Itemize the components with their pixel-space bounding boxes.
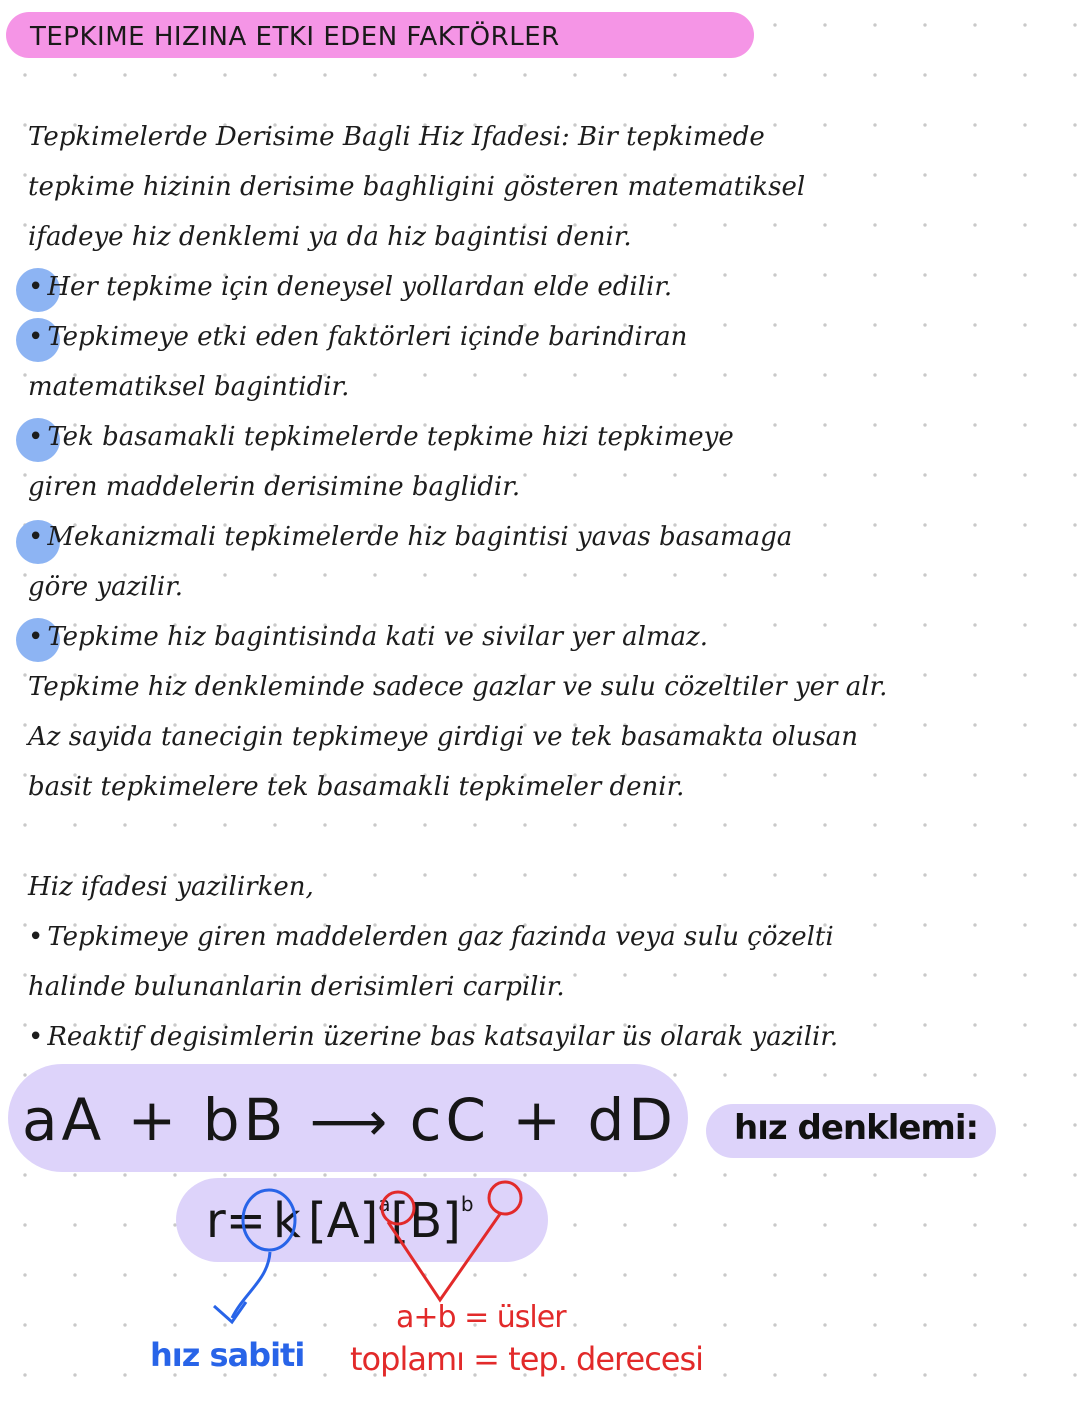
red-v-lines (388, 1214, 500, 1300)
bullet-symbol: • (28, 422, 44, 452)
exponent-b: b (460, 1192, 474, 1216)
blue-arrow-icon (232, 1252, 270, 1318)
reaction-right: cC + dD (409, 1086, 677, 1154)
rate-constant: k (273, 1193, 301, 1249)
bullet-line-4: • Mekanizmali tepkimelerde hiz bagintisi yavas basamaga (28, 522, 793, 552)
bullet-line-7: • Reaktif degisimlerin üzerine bas katsayilar üs olarak yazilir. (28, 1022, 839, 1052)
rate-symbol: r= (206, 1193, 266, 1249)
k-circle (243, 1190, 295, 1250)
bullet-symbol: • (28, 922, 44, 952)
bullet-line-1: • Her tepkime için deneysel yollardan elde edilir. (28, 272, 673, 302)
hiz-denklemi-label: hız denklemi: (734, 1108, 979, 1148)
bullet-symbol: • (28, 1022, 44, 1052)
hiz-sabiti-label: hız sabiti (150, 1336, 305, 1374)
reaction-left: aA + bB (22, 1086, 288, 1154)
text-line-2: tepkime hizinin derisime baghligini gösteren matematiksel (28, 172, 806, 202)
bullet-symbol: • (28, 322, 44, 352)
reaction-arrow-icon: ⟶ (309, 1090, 388, 1153)
bullet-line-3: • Tek basamakli tepkimelerde tepkime hizi tepkimeye (28, 422, 734, 452)
bullet-line-5: • Tepkime hiz bagintisinda kati ve sivilar yer almaz. (28, 622, 709, 652)
concentration-a: [A] (307, 1193, 379, 1249)
concentration-b: [B] (390, 1193, 461, 1249)
text-line-17: halinde bulunanlarin derisimleri carpilir. (28, 972, 565, 1002)
text-line-6: matematiksel bagintidir. (28, 372, 350, 402)
exp-a-circle (382, 1192, 414, 1224)
ustler-label: a+b = üsler (396, 1300, 566, 1335)
subheading: Hiz ifadesi yazilirken, (28, 872, 314, 902)
bullet-line-6: • Tepkimeye giren maddelerden gaz fazinda veya sulu çözelti (28, 922, 834, 952)
text-line-8: giren maddelerin derisimine baglidir. (28, 472, 521, 502)
bullet-symbol: • (28, 522, 44, 552)
exponent-a: a (378, 1192, 391, 1216)
bullet-symbol: • (28, 272, 44, 302)
text-line-13: Az sayida tanecigin tepkimeye girdigi ve tek basamakta olusan (28, 722, 859, 752)
page-title: TEPKIME HIZINA ETKI EDEN FAKTÖRLER (30, 22, 560, 52)
text-line-3: ifadeye hiz denklemi ya da hiz bagintisi denir. (28, 222, 632, 252)
toplami-label: toplamı = tep. derecesi (350, 1340, 704, 1378)
text-line-12: Tepkime hiz denkleminde sadece gazlar ve sulu cözeltiler yer alr. (28, 672, 888, 702)
bullet-symbol: • (28, 622, 44, 652)
text-line-1: Tepkimelerde Derisime Bagli Hiz Ifadesi: Bir tepkimede (28, 122, 765, 152)
exp-b-circle (489, 1182, 521, 1214)
bullet-line-2: • Tepkimeye etki eden faktörleri içinde barindiran (28, 322, 688, 352)
text-line-10: göre yazilir. (28, 572, 184, 602)
text-line-14: basit tepkimelere tek basamakli tepkimeler denir. (28, 772, 685, 802)
